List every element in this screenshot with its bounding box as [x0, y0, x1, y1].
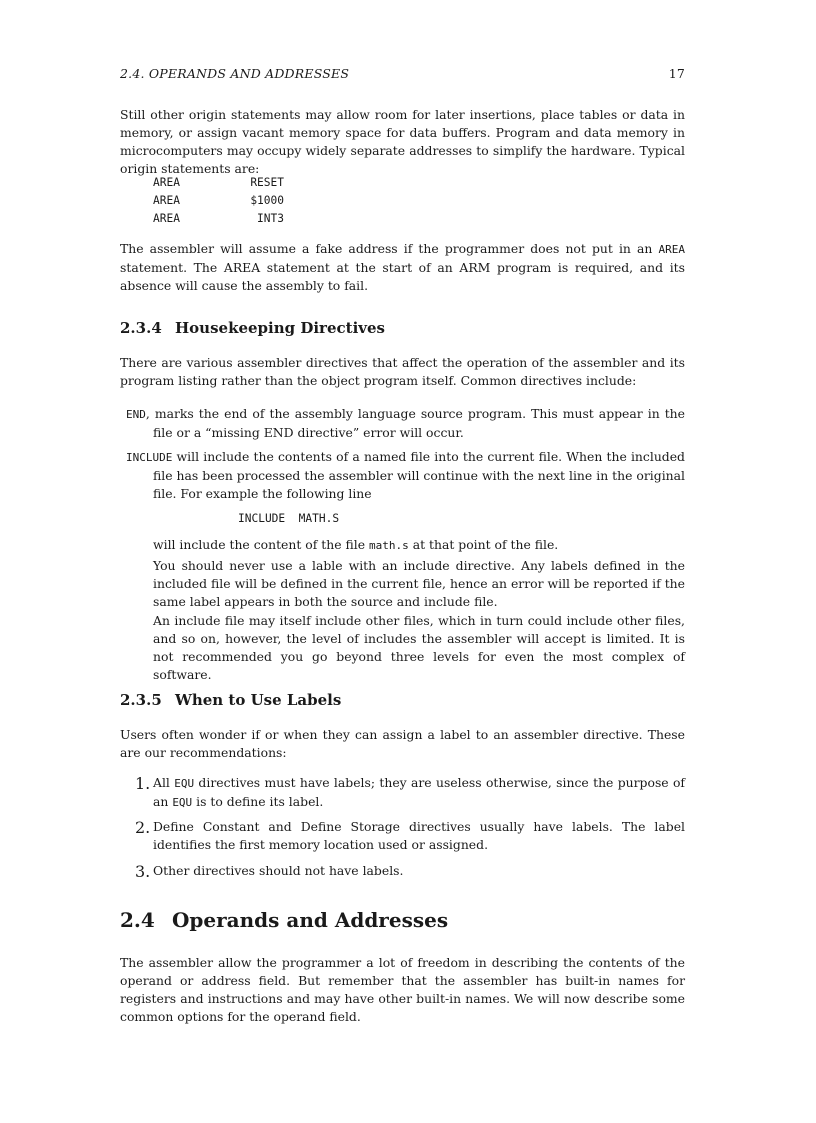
operands-paragraph: The assembler allow the programmer a lot of freedom in describing the contents of the operand or address field. But remember that the assembler has built-in names for registers and instructions and may have other built-in names. We will now describe some common options for the operand field. [120, 955, 685, 1024]
include-lable-block [153, 557, 685, 611]
code-operand: RESET [250, 176, 284, 189]
running-title: 2.4. OPERANDS AND ADDRESSES [120, 66, 350, 81]
inline-code: EQU [174, 777, 195, 790]
operands-paragraph-block [120, 954, 685, 1026]
code-directive: AREA [153, 212, 180, 225]
area-paragraph-text: The assembler will assume a fake address if the programmer does not put in an [120, 241, 659, 256]
code-directive: INCLUDE [238, 512, 286, 525]
area-paragraph-block [120, 240, 685, 295]
inline-code: math.s [369, 539, 409, 552]
include-after-text: will include the content of the file [153, 537, 369, 552]
code-directive: AREA [153, 194, 180, 207]
include-after-text: at that point of the file. [408, 537, 559, 552]
include-after-block [153, 536, 685, 555]
list-item-text: is to define its label. [192, 794, 324, 809]
section-number: 2.3.5 [120, 691, 162, 709]
section-title: Housekeeping Directives [175, 319, 385, 337]
list-item [135, 818, 685, 854]
running-header [120, 66, 685, 81]
section-title: When to Use Labels [175, 691, 342, 709]
labels-paragraph: Users often wonder if or when they can assign a label to an assembler directive. These are our recommendations: [120, 727, 685, 760]
list-marker: 3. [135, 862, 151, 881]
list-item-text: Other directives should not have labels. [153, 863, 404, 878]
include-example-code [238, 510, 438, 528]
code-directive: AREA [153, 176, 180, 189]
list-item-text: directives must have labels; they are useless otherwise, since the purpose of an [153, 775, 686, 809]
inline-code: AREA [658, 243, 685, 256]
code-operand: MATH.S [298, 512, 340, 525]
list-item-text: All [153, 775, 175, 790]
directive-description: will include the contents of a named file into the current file. When the included file has been processed the assembler will continue with the next line in the original file. For example the following line [153, 449, 685, 501]
code-line [153, 210, 284, 228]
list-item [135, 774, 685, 812]
origin-code-block [153, 174, 284, 228]
code-operand: INT3 [257, 212, 284, 225]
code-line [153, 174, 284, 192]
code-line [153, 192, 284, 210]
area-paragraph-text: statement. The AREA statement at the start of an ARM program is required, and its absence will cause the assembly to fail. [120, 260, 685, 293]
include-lable-paragraph: You should never use a lable with an include directive. Any labels defined in the included file will be defined in the current file, hence an error will be reported if the same label appears in both the source and include file. [153, 558, 685, 609]
section-heading [120, 319, 385, 337]
include-levels-block [153, 612, 685, 684]
area-paragraph [120, 240, 685, 295]
section-title: Operands and Addresses [172, 908, 449, 932]
end-directive-item [126, 405, 685, 442]
section-heading-major [120, 908, 448, 932]
labels-paragraph-block [120, 726, 685, 762]
list-item [135, 862, 685, 880]
directive-description: , marks the end of the assembly language source program. This must appear in the file or a “missing END directive” error will occur. [145, 406, 685, 440]
housekeeping-paragraph: There are various assembler directives that affect the operation of the assembler and its program listing rather than the object program itself. Common directives include: [120, 355, 685, 388]
housekeeping-paragraph-block [120, 354, 685, 390]
list-marker: 1. [135, 774, 151, 793]
section-number: 2.3.4 [120, 319, 162, 337]
section-number: 2.4 [120, 908, 155, 932]
list-item-text: Define Constant and Define Storage directives usually have labels. The label identifies the first memory location used or assigned. [153, 819, 685, 852]
include-levels-paragraph: An include file may itself include other files, which in turn could include other files, and so on, however, the level of includes the assembler will accept is limited. It is not recommended you go beyond three levels for even the most complex of software. [153, 613, 685, 682]
intro-paragraph: Still other origin statements may allow room for later insertions, place tables or data in memory, or assign vacant memory space for data buffers. Program and data memory in microcomputers may occupy widely separate addresses to simplify the hardware. Typical origin statements are: [120, 107, 685, 176]
directive-term: INCLUDE [126, 451, 173, 464]
inline-code: EQU [172, 796, 193, 809]
list-marker: 2. [135, 818, 151, 837]
include-directive-item [126, 448, 685, 503]
page-number: 17 [668, 66, 685, 81]
section-heading [120, 691, 341, 709]
directive-term: END [126, 408, 146, 421]
intro-paragraph-block [120, 106, 685, 178]
code-operand: $1000 [250, 194, 284, 207]
